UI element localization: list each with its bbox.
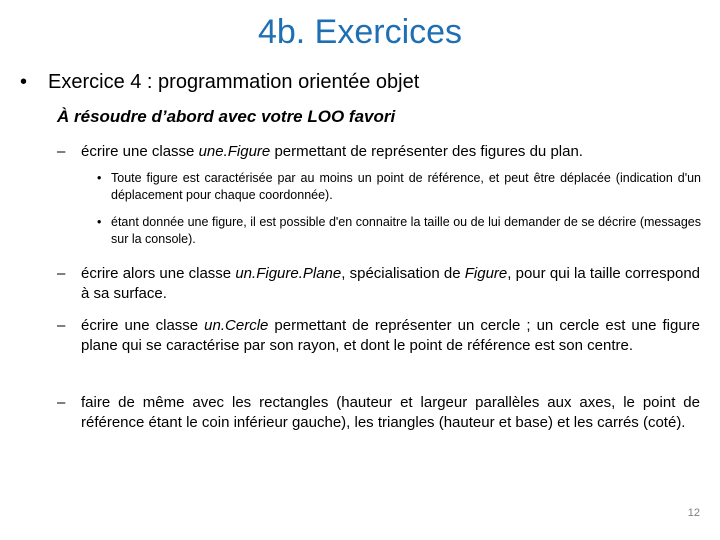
class-name: Figure — [464, 265, 508, 282]
class-name: une.Figure — [198, 143, 271, 160]
item-text: écrire une classe — [81, 143, 199, 160]
dash-marker: – — [57, 317, 66, 334]
main-bullet-text: Exercice 4 : programmation orientée objet — [48, 71, 420, 93]
list-item — [57, 264, 700, 303]
sub-bullet-marker: • — [97, 215, 102, 229]
list-item — [57, 142, 700, 162]
dash-marker: – — [57, 143, 66, 160]
sub-item-text: étant donnée une figure, il est possible d'en connaitre la taille ou de lui demander de se décrire (messages sur la console). — [111, 215, 701, 246]
slide-title: 4b. Exercices — [257, 13, 463, 51]
item-text: écrire alors une classe — [81, 265, 236, 282]
list-item — [57, 316, 700, 355]
sub-item-text: Toute figure est caractérisée par au moins un point de référence, et peut être déplacée (indication d'un déplacement pour chaque coordonnée). — [111, 171, 701, 202]
bullet-marker: • — [20, 71, 28, 93]
item-text: permettant de représenter des figures du plan. — [270, 143, 583, 160]
list-item — [57, 393, 700, 432]
item-text: , pour qui la taille correspond à sa surface. — [81, 265, 701, 302]
item-text: écrire une classe — [81, 317, 205, 334]
page-number: 12 — [687, 507, 700, 519]
item-text: permettant de représenter un cercle ; un cercle est une figure plane qui se caractérise par son rayon, et dont le point de référence est son centre. — [81, 317, 700, 354]
class-name: un.Cercle — [204, 317, 269, 334]
sub-bullet-marker: • — [97, 171, 102, 185]
sub-list-item — [97, 214, 701, 248]
dash-marker: – — [57, 394, 66, 411]
dash-marker: – — [57, 265, 66, 282]
subheading: À résoudre d’abord avec votre LOO favori — [57, 107, 396, 126]
class-name: un.Figure.Plane — [235, 265, 342, 282]
item-text: faire de même avec les rectangles (hauteur et largeur parallèles aux axes, le point de référence étant le coin inférieur gauche), les triangles (hauteur et base) et les carrés (coté). — [81, 394, 700, 431]
item-text: , spécialisation de — [341, 265, 465, 282]
sub-list-item — [97, 170, 701, 204]
